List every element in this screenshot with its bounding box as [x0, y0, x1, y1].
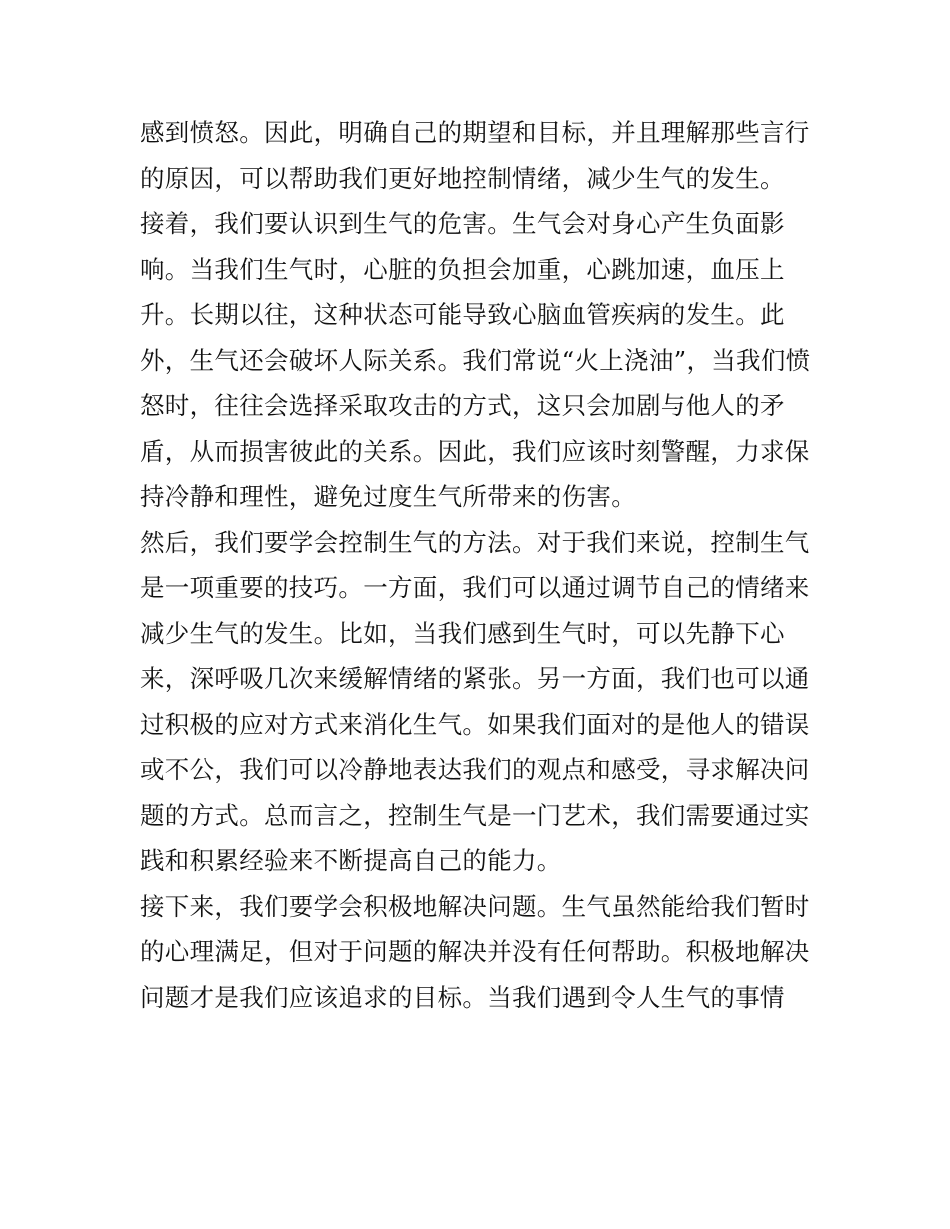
text-line-7: 怒时，往往会选择采取攻击的方式，这只会加剧与他人的矛 — [140, 391, 785, 420]
text-line-17: 践和积累经验来不断提高自己的能力。 — [140, 846, 562, 875]
text-line-11: 是一项重要的技巧。一方面，我们可以通过调节自己的情绪来 — [140, 573, 810, 602]
text-line-13: 来，深呼吸几次来缓解情绪的紧张。另一方面，我们也可以通 — [140, 664, 810, 693]
text-line-1: 感到愤怒。因此，明确自己的期望和目标，并且理解那些言行 — [140, 118, 810, 147]
text-line-3: 接着，我们要认识到生气的危害。生气会对身心产生负面影 — [140, 209, 785, 238]
text-line-12: 减少生气的发生。比如，当我们感到生气时，可以先静下心 — [140, 618, 785, 648]
text-line-6: 外，生气还会破坏人际关系。我们常说“火上浇油”，当我们愤 — [140, 345, 811, 375]
text-line-20: 问题才是我们应该追求的目标。当我们遇到令人生气的事情 — [140, 982, 785, 1012]
body-text — [140, 110, 820, 1020]
text-line-19: 的心理满足，但对于问题的解决并没有任何帮助。积极地解决 — [140, 937, 810, 966]
text-line-2: 的原因，可以帮助我们更好地控制情绪，减少生气的发生。 — [140, 163, 785, 193]
text-line-16: 题的方式。总而言之，控制生气是一门艺术，我们需要通过实 — [140, 800, 810, 830]
text-line-9: 持冷静和理性，避免过度生气所带来的伤害。 — [140, 482, 636, 511]
text-line-5: 升。长期以往，这种状态可能导致心脑血管疾病的发生。此 — [140, 300, 785, 329]
text-line-4: 响。当我们生气时，心脏的负担会加重，心跳加速，血压上 — [140, 254, 785, 284]
text-line-18: 接下来，我们要学会积极地解决问题。生气虽然能给我们暂时 — [140, 891, 810, 921]
text-line-15: 或不公，我们可以冷静地表达我们的观点和感受，寻求解决问 — [140, 755, 810, 784]
text-line-14: 过积极的应对方式来消化生气。如果我们面对的是他人的错误 — [140, 709, 810, 739]
text-line-8: 盾，从而损害彼此的关系。因此，我们应该时刻警醒，力求保 — [140, 436, 810, 466]
text-line-10: 然后，我们要学会控制生气的方法。对于我们来说，控制生气 — [140, 527, 810, 557]
